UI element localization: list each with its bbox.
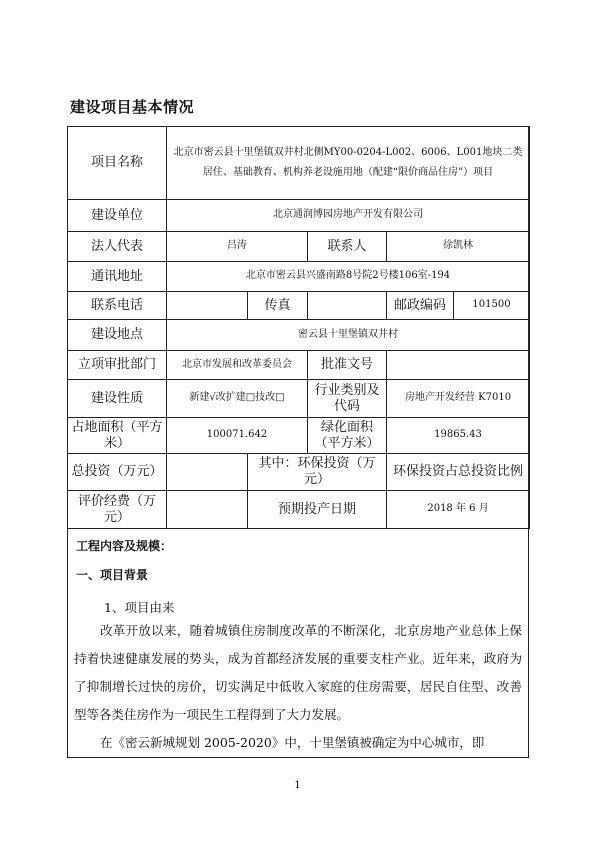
- paragraph-reform: 改革开放以来，随着城镇住房制度改革的不断深化，北京房地产业总体上保持着快速健康发展的势头，成为首都经济发展的重要支柱产业。近年来，政府为了抑制增长过快的房价，切实满足中低收入家庭的住房需要，居民自住型、改善型等各类住房作为一项民生工程得到了大力发展。: [74, 623, 522, 722]
- scope-heading: 工程内容及规模：: [76, 539, 173, 553]
- page-title: 建设项目基本情况: [70, 98, 195, 116]
- site-label: 建设地点: [68, 320, 167, 351]
- contact-value: 徐凯林: [387, 232, 530, 262]
- unit-label: 建设单位: [68, 200, 167, 232]
- approval-no-label: 批准文号: [308, 351, 387, 380]
- unit-value: 北京通润博园房地产开发有限公司: [167, 200, 530, 232]
- approval-dept-label: 立项审批部门: [68, 351, 167, 380]
- env-ratio-label: 环保投资占总投资比例: [387, 454, 530, 491]
- address-label: 通讯地址: [68, 262, 167, 292]
- project-name-value: 北京市密云县十里堡镇双井村北侧MY00-0204-L002、6006、L001地块二类居住、基础教育、机构养老设施用地（配建“限价商品住房”）项目: [167, 127, 530, 200]
- section-heading-background: 一、项目背景: [76, 568, 149, 582]
- postcode-value: 101500: [454, 292, 530, 320]
- postcode-label: 邮政编码: [387, 292, 454, 320]
- fax-label: 传真: [248, 292, 308, 320]
- env-inv-label: 其中：环保投资（万元）: [248, 454, 387, 491]
- project-name-label: 项目名称: [68, 127, 167, 200]
- area-value: 100071.642: [167, 418, 308, 454]
- legal-rep-value: 吕涛: [167, 232, 308, 262]
- approval-dept-value: 北京市发展和改革委员会: [167, 351, 308, 380]
- address-value: 北京市密云县兴盛南路8号院2号楼106室-194: [167, 262, 530, 292]
- nature-label: 建设性质: [68, 380, 167, 418]
- subsection-heading-origin: 1、项目由来: [104, 600, 175, 615]
- industry-value: 房地产开发经营 K7010: [387, 380, 530, 418]
- paragraph-plan: 在《密云新城规划 2005-2020》中，十里堡镇被确定为中心城市，即: [100, 735, 485, 750]
- contact-label: 联系人: [308, 232, 387, 262]
- nature-value: 新建√改扩建□技改□: [167, 380, 308, 418]
- total-inv-label: 总投资（万元）: [68, 454, 167, 491]
- green-label: 绿化面积（平方米）: [308, 418, 387, 454]
- eval-fee-label: 评价经费（万元）: [68, 491, 167, 529]
- start-date-value: 2018 年 6 月: [387, 491, 530, 529]
- page-number: 1: [294, 780, 301, 791]
- phone-label: 联系电话: [68, 292, 167, 320]
- legal-rep-label: 法人代表: [68, 232, 167, 262]
- site-value: 密云县十里堡镇双井村: [167, 320, 530, 351]
- green-value: 19865.43: [387, 418, 530, 454]
- start-date-label: 预期投产日期: [248, 491, 387, 529]
- industry-label: 行业类别及代码: [308, 380, 387, 418]
- area-label: 占地面积（平方米）: [68, 418, 167, 454]
